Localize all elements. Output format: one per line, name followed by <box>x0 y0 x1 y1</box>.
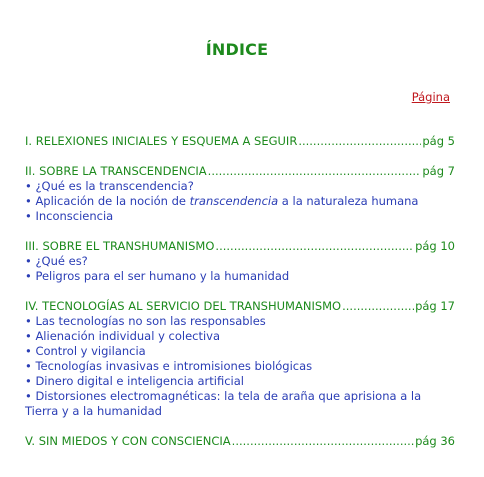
toc-section <box>25 164 455 224</box>
toc-subitem-text: • Las tecnologías no son las responsables <box>25 314 266 328</box>
toc-section <box>25 239 455 284</box>
toc-subitem[interactable] <box>25 314 455 329</box>
toc-subitem[interactable] <box>25 179 455 194</box>
toc-subitem-text: a la naturaleza humana <box>278 194 419 208</box>
toc-subitem[interactable] <box>25 329 455 344</box>
toc-subitem[interactable] <box>25 344 455 359</box>
toc-section <box>25 299 455 419</box>
toc-subitem[interactable] <box>25 269 455 284</box>
toc-section-title: V. SIN MIEDOS Y CON CONSCIENCIA <box>25 434 231 448</box>
toc-subitem-text: • Peligros para el ser humano y la humanidad <box>25 269 290 283</box>
toc-subitem-text: • ¿Qué es la transcendencia? <box>25 179 194 193</box>
toc-section <box>25 434 455 449</box>
toc-page-number: pág 36 <box>415 434 455 448</box>
dot-leader <box>342 299 414 314</box>
dot-leader <box>232 434 414 449</box>
toc-page-number: pág 5 <box>422 134 455 148</box>
dot-leader <box>298 134 421 149</box>
toc-section-title: II. SOBRE LA TRANSCENDENCIA <box>25 164 207 178</box>
dot-leader <box>215 239 414 254</box>
table-of-contents <box>25 134 455 464</box>
toc-section-heading[interactable] <box>25 239 455 254</box>
toc-subitem-text: • Tecnologías invasivas e intromisiones biológicas <box>25 359 313 373</box>
toc-subitem-text: • Dinero digital e inteligencia artificial <box>25 374 244 388</box>
toc-subitem[interactable] <box>25 254 455 269</box>
toc-section-title: IV. TECNOLOGÍAS AL SERVICIO DEL TRANSHUMANISMO <box>25 299 342 313</box>
toc-subitem[interactable] <box>25 374 455 389</box>
toc-section <box>25 134 455 149</box>
toc-page-number: pág 17 <box>415 299 455 313</box>
toc-section-heading[interactable] <box>25 134 455 149</box>
toc-section-title: I. RELEXIONES INICIALES Y ESQUEMA A SEGUIR <box>25 134 298 148</box>
toc-page-number: pág 7 <box>422 164 455 178</box>
toc-subitem-text: • Control y vigilancia <box>25 344 146 358</box>
toc-subitem[interactable] <box>25 359 455 374</box>
toc-page-number: pág 10 <box>415 239 455 253</box>
toc-section-heading[interactable] <box>25 299 455 314</box>
toc-subitem-emphasis: transcendencia <box>189 194 279 208</box>
dot-leader <box>208 164 422 179</box>
toc-subitem-text: • Aplicación de la noción de <box>25 194 190 208</box>
toc-section-heading[interactable] <box>25 164 455 179</box>
pagina-link[interactable]: Página <box>411 90 450 104</box>
toc-subitem-text: • ¿Qué es? <box>25 254 88 268</box>
toc-subitem-text: • Alienación individual y colectiva <box>25 329 221 343</box>
toc-subitem[interactable] <box>25 389 455 419</box>
toc-subitem[interactable] <box>25 194 455 209</box>
page-title: ÍNDICE <box>205 40 269 59</box>
toc-subitem[interactable] <box>25 209 455 224</box>
toc-subitem-text: • Distorsiones electromagnéticas: la tela de araña que aprisiona a la Tierra y a la humanidad <box>25 389 422 418</box>
toc-subitem-text: • Inconsciencia <box>25 209 114 223</box>
toc-section-title: III. SOBRE EL TRANSHUMANISMO <box>25 239 215 253</box>
toc-section-heading[interactable] <box>25 434 455 449</box>
